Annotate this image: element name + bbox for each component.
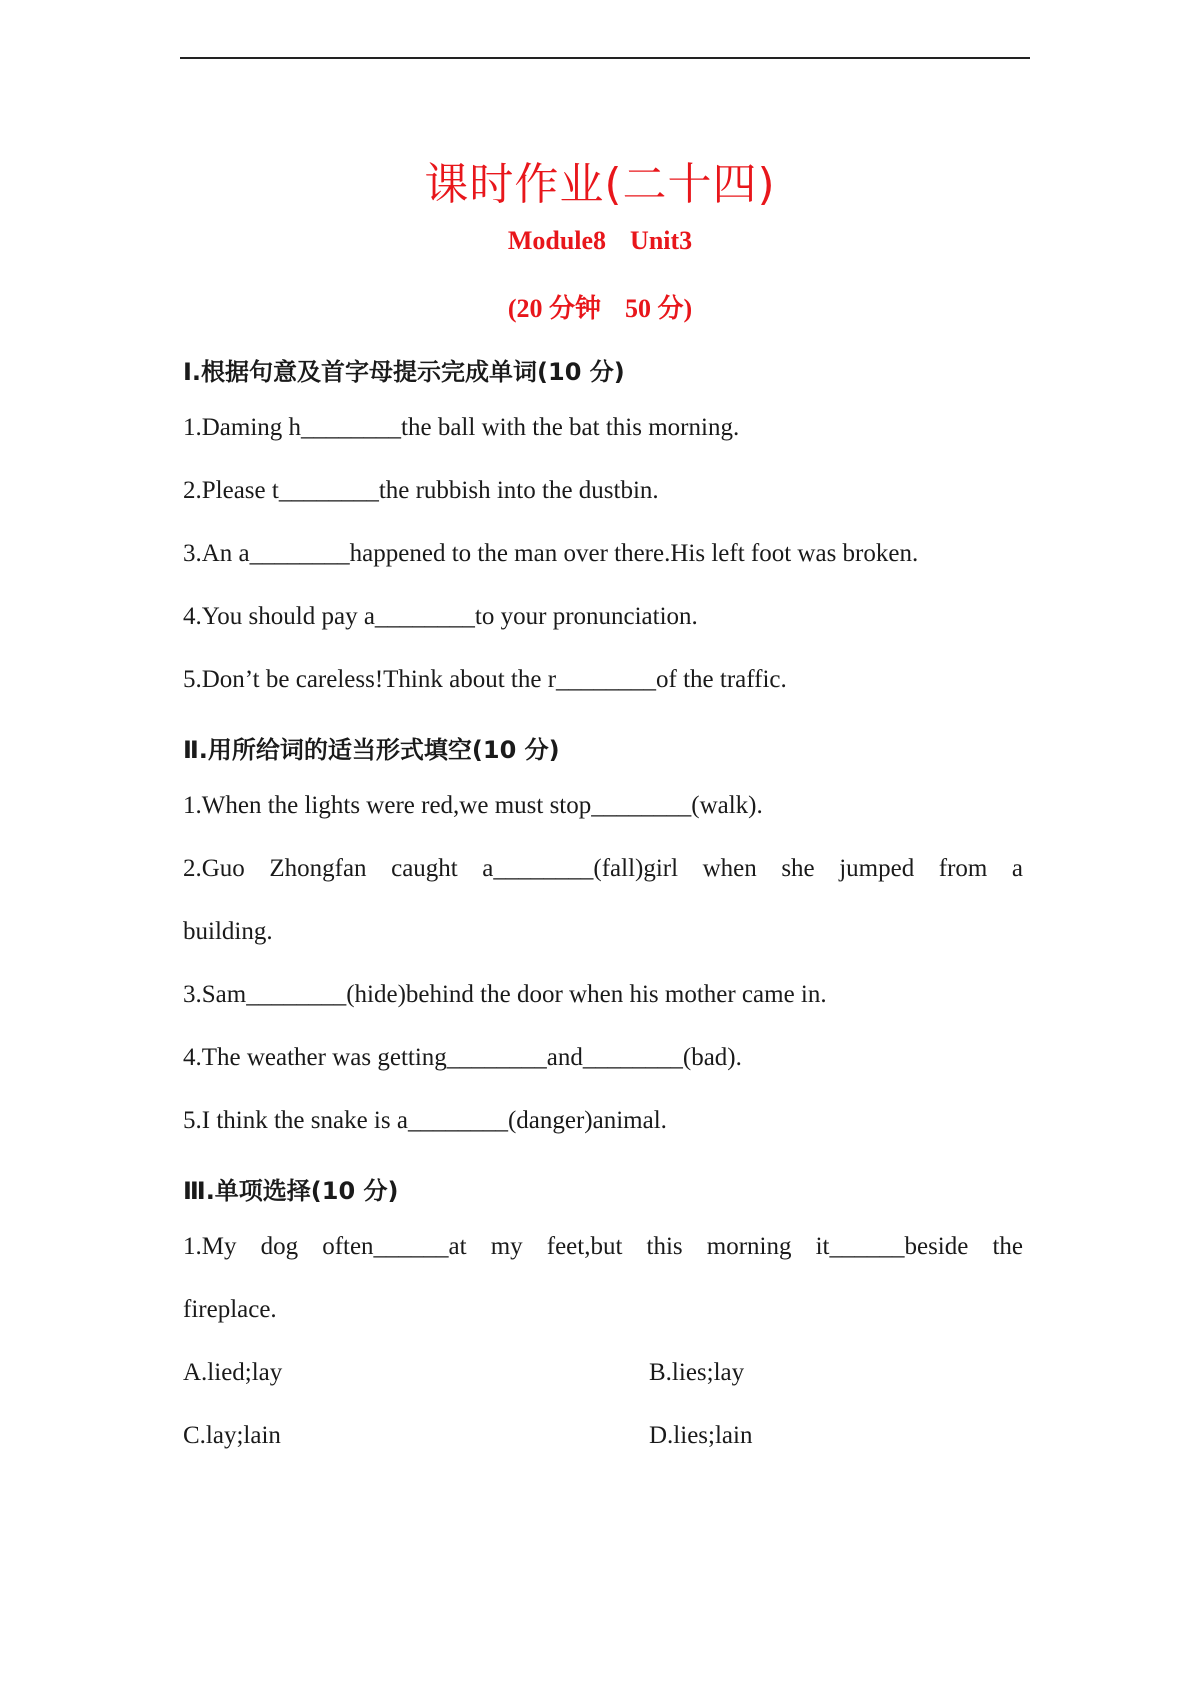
option-a: A.lied;lay [183, 1359, 283, 1386]
question-item: 1.My dog often______at my feet,but this morning it______beside the [183, 1233, 1023, 1260]
question-item: 5.Don’t be careless!Think about the r________of the traffic. [183, 666, 787, 693]
question-item: 3.An a________happened to the man over there.His left foot was broken. [183, 540, 919, 567]
section-1-heading: Ⅰ.根据句意及首字母提示完成单词(10 分) [183, 358, 625, 386]
time-label: (20 分钟 [507, 294, 601, 323]
question-item: 4.The weather was getting________and________(bad). [183, 1044, 742, 1071]
question-item: 2.Please t________the rubbish into the dustbin. [183, 477, 659, 504]
option-d: D.lies;lain [649, 1422, 753, 1449]
score-label: 50 分) [625, 294, 693, 323]
option-b: B.lies;lay [649, 1359, 745, 1386]
question-item: 1.Daming h________the ball with the bat this morning. [183, 414, 740, 441]
question-item-continued: building. [183, 918, 273, 945]
section-2-heading: Ⅱ.用所给词的适当形式填空(10 分) [183, 736, 560, 764]
option-c: C.lay;lain [183, 1422, 281, 1449]
question-item-continued: fireplace. [183, 1296, 277, 1323]
question-item: 3.Sam________(hide)behind the door when his mother came in. [183, 981, 827, 1008]
question-item: 1.When the lights were red,we must stop________(walk). [183, 792, 763, 819]
page-title: 课时作业(二十四) [424, 159, 776, 210]
section-3-heading: Ⅲ.单项选择(10 分) [183, 1177, 399, 1205]
module-label: Module8 [507, 226, 607, 255]
question-item: 2.Guo Zhongfan caught a________(fall)girl when she jumped from a [183, 855, 1023, 882]
module-unit-line [0, 226, 1200, 256]
header-rule [180, 57, 1030, 59]
question-item: 4.You should pay a________to your pronunciation. [183, 603, 698, 630]
question-item: 5.I think the snake is a________(danger)animal. [183, 1107, 667, 1134]
time-score-line [0, 288, 1200, 325]
unit-label: Unit3 [630, 226, 693, 255]
